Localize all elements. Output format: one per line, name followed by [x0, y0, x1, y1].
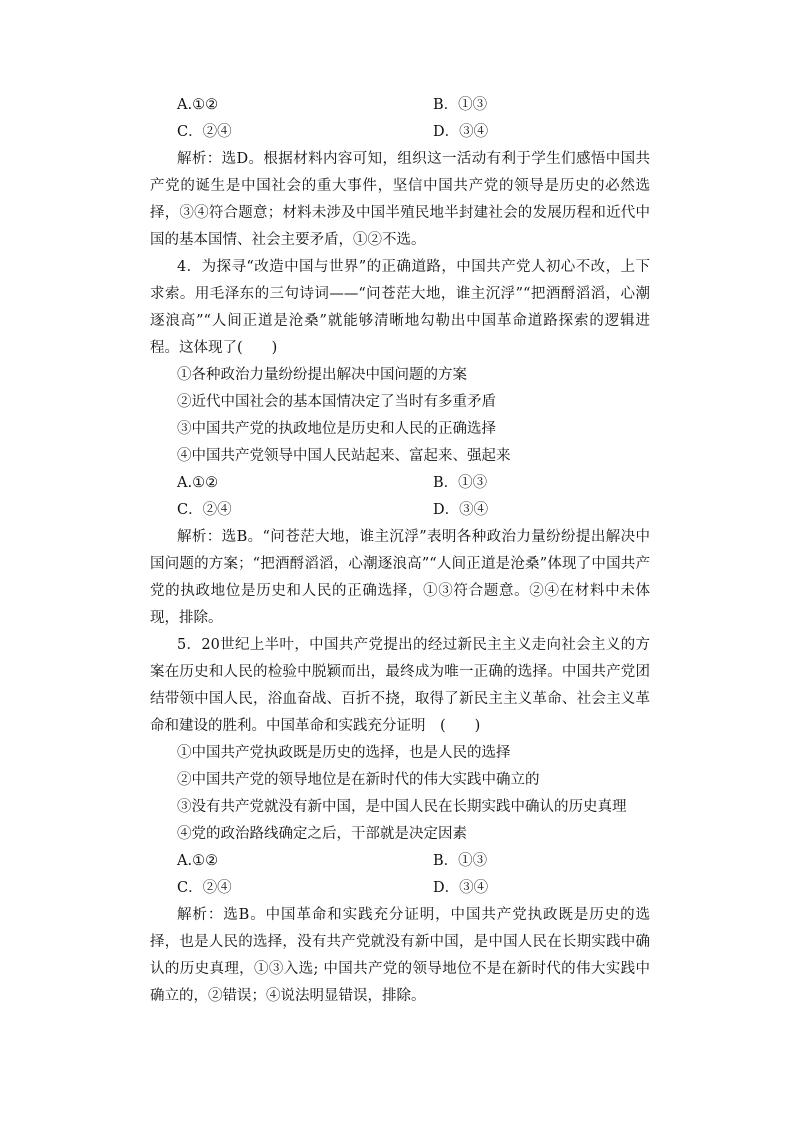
option-d: D．③④: [433, 124, 489, 140]
options-row: [150, 497, 650, 524]
question-4-stem: 4．为探寻“改造中国与世界”的正确道路，中国共产党人初心不改，上下求索。用毛泽东的三句诗词——“问苍茫大地，谁主沉浮”“把酒酹滔滔，心潮逐浪高”“人间正道是沧桑”就能够清晰地勾勒出中国革命道路探索的逻辑进程。这体现了( ): [150, 259, 650, 356]
question-5-stem: 5．20世纪上半叶，中国共产党提出的经过新民主主义走向社会主义的方案在历史和人民的检验中脱颖而出，最终成为唯一正确的选择。中国共产党团结带领中国人民，浴血奋战、百折不挠，取得了新民主主义革命、社会主义革命和建设的胜利。中国革命和实践充分证明 ( ): [150, 637, 650, 734]
option-b: B．①③: [433, 853, 488, 869]
option-b: B．①③: [433, 475, 488, 491]
options-row: [150, 92, 650, 119]
statement-item: ③没有共产党就没有新中国，是中国人民在长期实践中确认的历史真理: [177, 799, 627, 815]
option-a: A.①②: [177, 853, 219, 869]
analysis-paragraph: 解析：选D。根据材料内容可知，组织这一活动有利于学生们感悟中国共产党的诞生是中国社会的重大事件，坚信中国共产党的领导是历史的必然选择，③④符合题意；材料未涉及中国半殖民地半封建社会的发展历程和近代中国的基本国情、社会主要矛盾，①②不选。: [150, 151, 650, 248]
option-d: D．③④: [433, 502, 489, 518]
options-row: [150, 875, 650, 902]
statement-item: ③中国共产党的执政地位是历史和人民的正确选择: [177, 421, 496, 437]
option-c: C．②④: [177, 124, 232, 140]
analysis-paragraph: 解析：选B。“问苍茫大地，谁主沉浮”表明各种政治力量纷纷提出解决中国问题的方案；“把酒酹滔滔，心潮逐浪高”“人间正道是沧桑”体现了中国共产党的执政地位是历史和人民的正确选择，①③符合题意。②④在材料中未体现，排除。: [150, 529, 650, 626]
statement-item: ②中国共产党的领导地位是在新时代的伟大实践中确立的: [177, 772, 540, 788]
option-a: A.①②: [177, 97, 219, 113]
option-b: B．①③: [433, 97, 488, 113]
analysis-paragraph: 解析：选B。中国革命和实践充分证明，中国共产党执政既是历史的选择，也是人民的选择，没有共产党就没有新中国，是中国人民在长期实践中确认的历史真理，①③入选; 中国共产党的领导地位不是在新时代的伟大实践中确立的，②错误；④说法明显错误，排除。: [150, 907, 650, 1004]
statement-item: ④党的政治路线确定之后，干部就是决定因素: [177, 826, 467, 842]
option-a: A.①②: [177, 475, 219, 491]
option-c: C．②④: [177, 880, 232, 896]
statement-item: ④中国共产党领导中国人民站起来、富起来、强起来: [177, 448, 511, 464]
statement-item: ②近代中国社会的基本国情决定了当时有多重矛盾: [177, 394, 496, 410]
options-row: [150, 470, 650, 497]
options-row: [150, 119, 650, 146]
options-row: [150, 848, 650, 875]
option-d: D．③④: [433, 880, 489, 896]
document-content: [150, 92, 650, 1010]
statement-item: ①各种政治力量纷纷提出解决中国问题的方案: [177, 367, 467, 383]
statement-item: ①中国共产党执政既是历史的选择，也是人民的选择: [177, 745, 511, 761]
option-c: C．②④: [177, 502, 232, 518]
